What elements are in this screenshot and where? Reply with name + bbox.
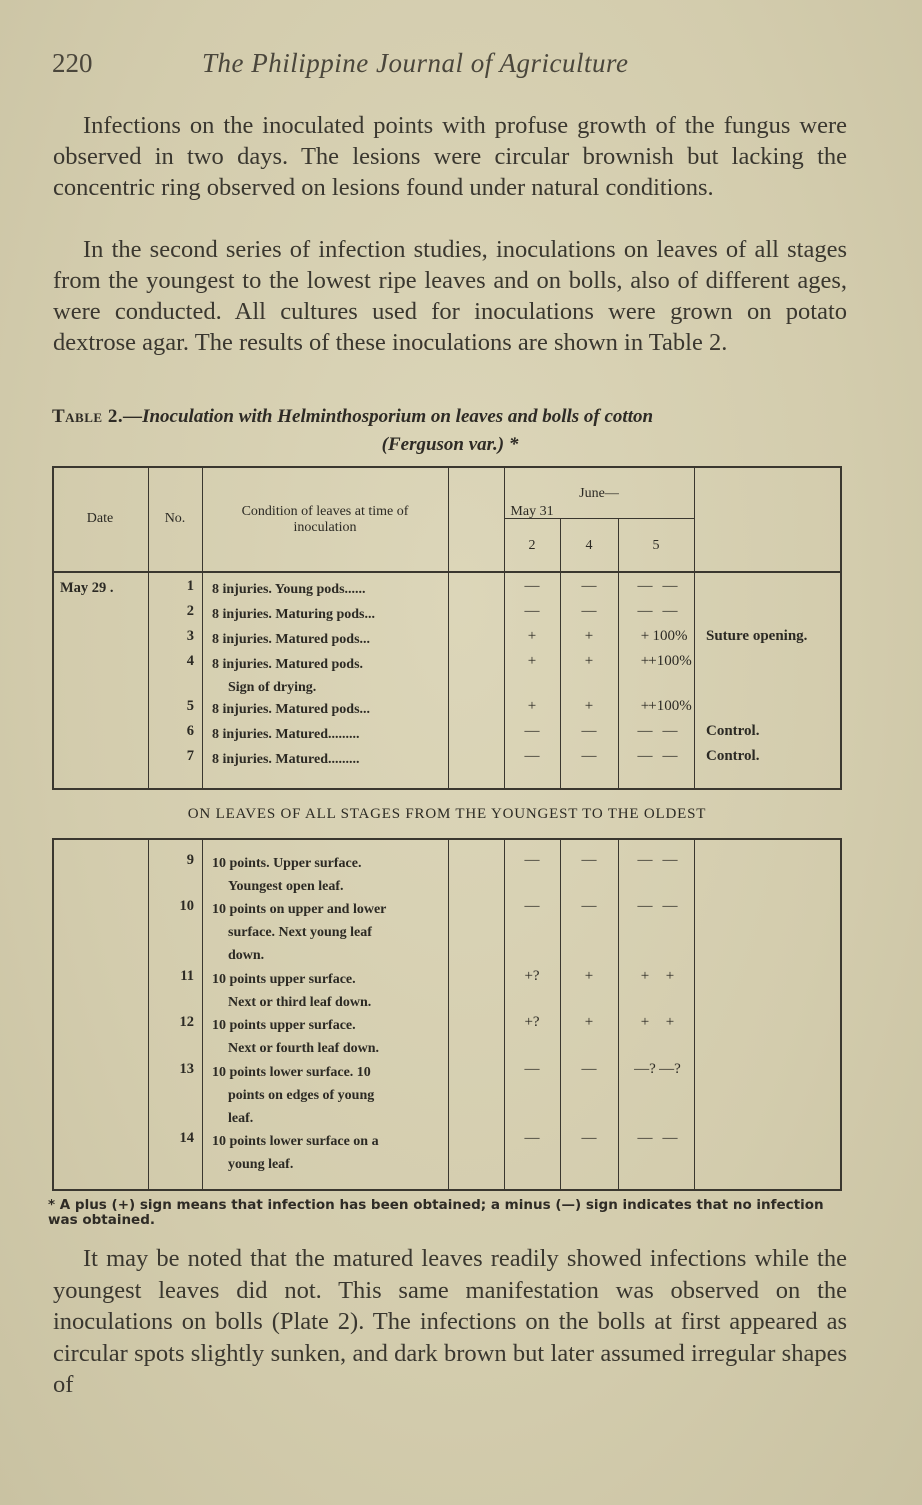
cell-june-2: —	[581, 723, 597, 739]
row-condition-line: Next or third leaf down.	[228, 995, 372, 1010]
cell-may-31: —	[524, 1061, 540, 1077]
cell-may-31: —	[524, 578, 540, 594]
table-caption	[52, 403, 848, 459]
row-number: 12	[179, 1014, 194, 1030]
row-number: 7	[186, 748, 194, 764]
cell-june-5: —	[662, 578, 678, 594]
vrule-left-lower	[52, 838, 54, 1190]
section-title: ON LEAVES OF ALL STAGES FROM THE YOUNGEST TO THE OLDEST	[187, 806, 707, 822]
table-top-rule	[52, 466, 842, 468]
row-condition-line: 10 points lower surface on a	[212, 1134, 379, 1149]
cell-june-2: +	[584, 968, 594, 984]
cell-june-2: —	[581, 1061, 597, 1077]
cell-june-4: +	[640, 653, 650, 669]
row-condition-line: leaf.	[228, 1111, 254, 1126]
cell-june-5: 100%	[652, 628, 688, 644]
cell-june-2: —	[581, 898, 597, 914]
row-condition-line: 8 injuries. Matured.........	[212, 752, 360, 767]
row-condition-line: 10 points. Upper surface.	[212, 856, 362, 871]
table-title-line2: (Ferguson var.) *	[381, 434, 519, 455]
cell-june-4: —	[637, 603, 653, 619]
vrule-right-lower	[840, 838, 842, 1190]
vrule-j2-upper	[560, 518, 561, 788]
header-may-31: May 31	[510, 504, 554, 519]
cell-june-4: —	[637, 852, 653, 868]
header-june-5: 5	[652, 538, 660, 553]
vrule-j2-lower	[560, 838, 561, 1190]
row-number: 3	[186, 628, 194, 644]
row-condition-line: 10 points lower surface. 10	[212, 1065, 371, 1080]
row-number: 2	[186, 603, 194, 619]
row-condition-line: surface. Next young leaf	[228, 925, 372, 940]
vrule-cond-lower	[448, 838, 449, 1190]
row-remark: Control.	[706, 723, 760, 739]
cell-june-4: —?	[634, 1061, 656, 1077]
cell-june-5: —	[662, 603, 678, 619]
row-number: 14	[179, 1130, 194, 1146]
vrule-right-upper	[840, 466, 842, 788]
row-remark: Suture opening.	[706, 628, 808, 644]
cell-june-2: —	[581, 1130, 597, 1146]
page-header	[52, 48, 852, 88]
cell-june-5: +100%	[648, 698, 692, 714]
vrule-may-lower	[504, 838, 505, 1190]
row-condition-line: 10 points upper surface.	[212, 1018, 356, 1033]
running-title: The Philippine Journal of Agriculture	[202, 48, 629, 78]
cell-may-31: —	[524, 852, 540, 868]
cell-june-5: —?	[659, 1061, 681, 1077]
cell-june-2: +	[584, 1014, 594, 1030]
header-june-4: 4	[585, 538, 593, 553]
cell-june-4: —	[637, 748, 653, 764]
row-condition-line: 8 injuries. Matured pods...	[212, 632, 371, 647]
cell-may-31: +?	[524, 1014, 540, 1030]
header-june-2: 2	[528, 538, 536, 553]
cell-june-2: —	[581, 748, 597, 764]
cell-june-5: —	[662, 723, 678, 739]
header-date: Date	[86, 511, 114, 526]
date-cell: May 29 .	[60, 580, 114, 596]
row-remark: Control.	[706, 748, 760, 764]
section-bottom-rule	[52, 838, 842, 840]
vrule-j4-lower	[618, 838, 619, 1190]
row-number: 6	[186, 723, 194, 739]
cell-june-2: —	[581, 852, 597, 868]
cell-june-4: +	[640, 968, 650, 984]
table-title: —Inoculation with Helminthosporium on leaves and bolls of cotton	[123, 406, 654, 427]
cell-june-2: +	[584, 698, 594, 714]
cell-may-31: +	[527, 628, 537, 644]
row-number: 10	[179, 898, 194, 914]
cell-may-31: —	[524, 748, 540, 764]
cell-june-4: +	[640, 1014, 650, 1030]
row-number: 13	[179, 1061, 194, 1077]
vrule-date-lower	[148, 838, 149, 1190]
cell-june-4: —	[637, 1130, 653, 1146]
table-bottom-rule	[52, 1189, 842, 1191]
row-condition-line: 8 injuries. Matured.........	[212, 727, 360, 742]
header-bottom-rule	[52, 571, 842, 573]
page-number: 220	[52, 48, 93, 78]
row-condition-line: 8 injuries. Matured pods...	[212, 702, 371, 717]
row-number: 11	[180, 968, 194, 984]
table-label: Table 2.	[52, 406, 124, 427]
row-condition-line: 10 points on upper and lower	[212, 902, 387, 917]
cell-may-31: +?	[524, 968, 540, 984]
cell-june-2: —	[581, 603, 597, 619]
row-number: 4	[186, 653, 194, 669]
row-condition-line: points on edges of young	[228, 1088, 375, 1103]
row-number: 9	[186, 852, 194, 868]
paragraph-infections: Infections on the inoculated points with profuse growth of the fungus were observed in two days. The lesions were circular brownish but lacking the concentric ring observed on lesions found under natural conditions.	[53, 112, 847, 201]
section-top-rule	[52, 788, 842, 790]
cell-june-5: —	[662, 898, 678, 914]
cell-june-5: +	[665, 1014, 675, 1030]
table-footnote: * A plus (+) sign means that infection has been obtained; a minus (—) sign indicates that no infection was obtained.	[48, 1197, 824, 1228]
cell-june-2: —	[581, 578, 597, 594]
cell-june-5: —	[662, 852, 678, 868]
cell-june-5: +	[665, 968, 675, 984]
cell-june-4: —	[637, 578, 653, 594]
cell-june-5: +100%	[648, 653, 692, 669]
inoculation-table	[52, 466, 842, 1194]
vrule-no-lower	[202, 838, 203, 1190]
header-no: No.	[164, 511, 186, 526]
row-number: 5	[186, 698, 194, 714]
cell-june-2: +	[584, 628, 594, 644]
row-condition-line: young leaf.	[228, 1157, 294, 1172]
row-condition-line: Sign of drying.	[228, 680, 317, 695]
cell-june-5: —	[662, 1130, 678, 1146]
cell-may-31: —	[524, 723, 540, 739]
vrule-cond-upper	[448, 466, 449, 788]
row-condition-line: 8 injuries. Matured pods.	[212, 657, 364, 672]
row-condition-line: down.	[228, 948, 265, 963]
cell-june-4: —	[637, 898, 653, 914]
vrule-no-upper	[202, 466, 203, 788]
paragraph-second-series: In the second series of infection studies, inoculations on leaves of all stages from the youngest to the lowest ripe leaves and on bolls, also of different ages, were conducted. All cultures used for inoculations were grown on potato dextrose agar. The results of these inoculations are shown in Table 2.	[53, 236, 847, 356]
row-condition-line: 8 injuries. Young pods......	[212, 582, 366, 597]
row-number: 1	[186, 578, 194, 594]
cell-may-31: +	[527, 698, 537, 714]
cell-may-31: —	[524, 1130, 540, 1146]
cell-june-4: +	[640, 698, 650, 714]
cell-june-4: —	[637, 723, 653, 739]
row-condition-line: Next or fourth leaf down.	[228, 1041, 380, 1056]
cell-may-31: —	[524, 603, 540, 619]
header-june: June—	[579, 486, 619, 501]
cell-may-31: +	[527, 653, 537, 669]
cell-june-4: +	[640, 628, 650, 644]
header-condition: Condition of leaves at time of inoculation	[241, 504, 409, 535]
cell-may-31: —	[524, 898, 540, 914]
row-condition-line: 10 points upper surface.	[212, 972, 356, 987]
row-condition-line: 8 injuries. Maturing pods...	[212, 607, 375, 622]
cell-june-2: +	[584, 653, 594, 669]
vrule-j4-upper	[618, 518, 619, 788]
cell-june-5: —	[662, 748, 678, 764]
row-condition-line: Youngest open leaf.	[228, 879, 344, 894]
paragraph-matured-leaves: It may be noted that the matured leaves readily showed infections while the youngest leaves did not. This same manifestation was observed on the inoculations on bolls (Plate 2). The infections on the bolls at first appeared as circular spots slightly sunken, and dark brown but later assumed irregular shapes of	[53, 1245, 847, 1398]
